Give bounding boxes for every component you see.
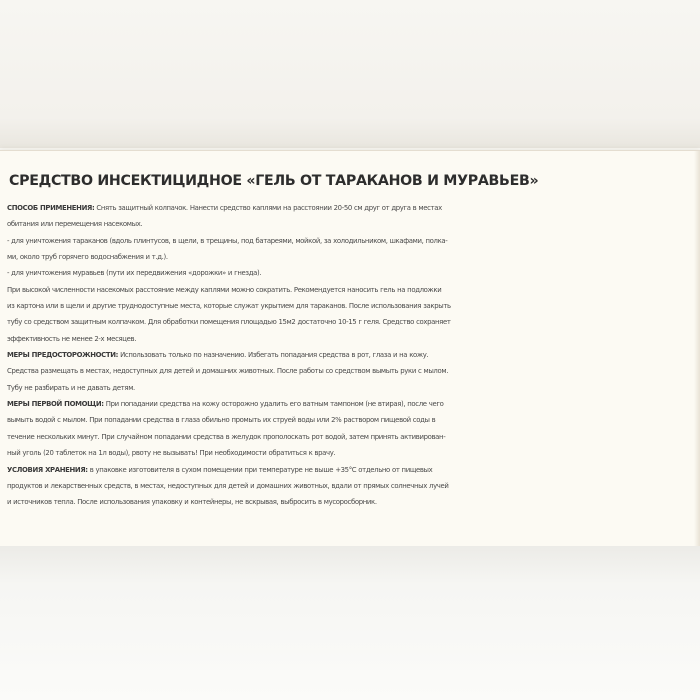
storage-line: продуктов и лекарственных средств, в местах, недоступных для детей и домашних животных, вдали от прямых солнечных лучей (7, 481, 449, 490)
precautions-section (7, 347, 695, 396)
storage-line: и источников тепла. После использования упаковку и контейнеры, не вскрывая, выбросить в мусоросборник. (7, 498, 377, 507)
background-bottom (0, 546, 700, 700)
first-aid-heading: МЕРЫ ПЕРВОЙ ПОМОЩИ: (7, 400, 104, 409)
precautions-line: Тубу не разбирать и не давать детям. (7, 383, 135, 392)
precautions-line: МЕРЫ ПРЕДОСТОРОЖНОСТИ: Использовать только по назначению. Избегать попадания средства в рот, глаза и на кожу. (7, 351, 429, 360)
storage-line: УСЛОВИЯ ХРАНЕНИЯ: в упаковке изготовителя в сухом помещении при температуре не выше +35°С отдельно от пищевых (7, 465, 433, 474)
label-text (7, 173, 695, 511)
precautions-line: Средства размещать в местах, недоступных для детей и домашних животных. После работы со средством вымыть руки с мылом. (7, 367, 449, 376)
usage-line: - для уничтожения тараканов (вдоль плинтусов, в щели, в трещины, под батареями, мойкой, за холодильником, шкафами, полка- (7, 236, 448, 245)
storage-section (7, 462, 695, 511)
usage-section (7, 200, 695, 347)
precautions-heading: МЕРЫ ПРЕДОСТОРОЖНОСТИ: (7, 351, 119, 360)
usage-line: из картона или в щели и другие труднодоступные места, которые служат укрытием для тараканов. После использования закрыть (7, 302, 451, 311)
usage-line: тубу со средством защитным колпачком. Для обработки помещения площадью 15м2 достаточно 10-15 г геля. Средство сохраняет (7, 318, 451, 327)
product-title: СРЕДСТВО ИНСЕКТИЦИДНОЕ «ГЕЛЬ ОТ ТАРАКАНОВ И МУРАВЬЕВ» (9, 173, 539, 189)
usage-line: обитания или перемещения насекомых. (7, 220, 143, 229)
first-aid-line: вымыть водой с мылом. При попадании средства в глаза обильно промыть их струей воды или 2% раствором пищевой соды в (7, 416, 436, 425)
usage-line: СПОСОБ ПРИМЕНЕНИЯ: Снять защитный колпачок. Нанести средство каплями на расстоянии 20-50 см друг от друга в местах (7, 204, 442, 212)
first-aid-line: течение нескольких минут. При случайном попадании средства в желудок прополоскать рот водой, затем принять активирован- (7, 432, 446, 441)
usage-line: - для уничтожения муравьев (пути их передвижения «дорожки» и гнезда). (7, 269, 262, 278)
usage-line: эффективность не менее 2-х месяцев. (7, 334, 137, 343)
storage-heading: УСЛОВИЯ ХРАНЕНИЯ: (7, 465, 88, 474)
usage-line: ми, около труб горячего водоснабжения и т.д.). (7, 253, 168, 262)
first-aid-line: МЕРЫ ПЕРВОЙ ПОМОЩИ: При попадании средства на кожу осторожно удалить его ватным тампоном (не втирая), после чего (7, 400, 444, 409)
background-top (0, 0, 700, 148)
usage-line: При высокой численности насекомых расстояние между каплями можно сократить. Рекомендуется наносить гель на подложки (7, 285, 442, 294)
first-aid-section (7, 396, 695, 461)
first-aid-line: ный уголь (20 таблеток на 1л воды), рвоту не вызывать! При необходимости обратиться к врачу. (7, 449, 336, 458)
usage-heading: СПОСОБ ПРИМЕНЕНИЯ: (7, 204, 95, 212)
